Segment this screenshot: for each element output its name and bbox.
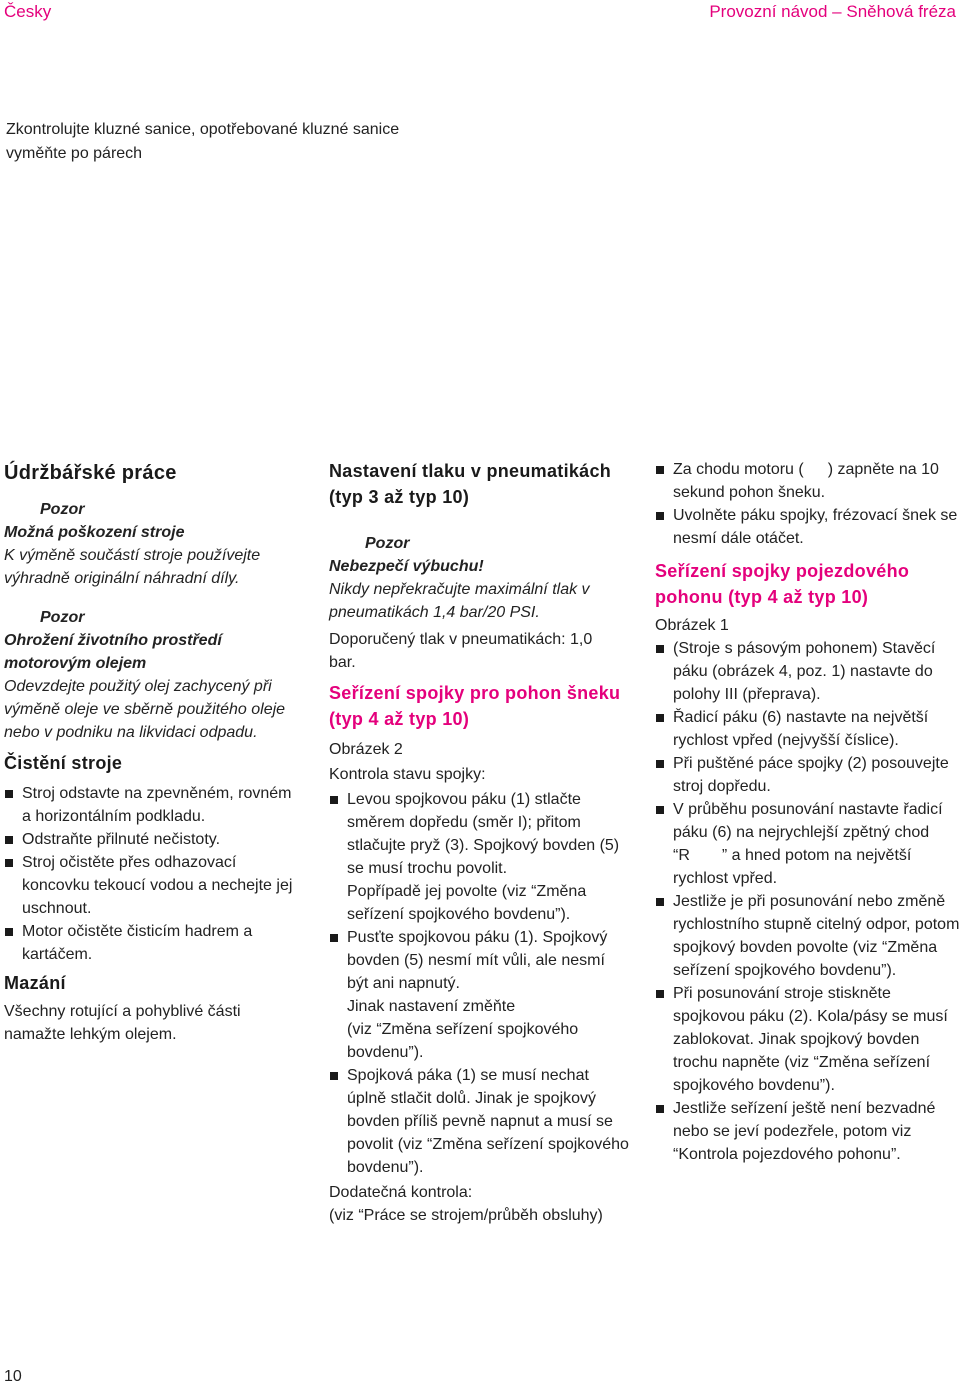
- warning-explosion: [329, 532, 629, 624]
- list-item: Odstraňte přilnuté nečistoty.: [4, 828, 304, 851]
- list-item: Spojková páka (1) se musí nechat úplně stlačit dolů. Jinak je spojkový bovden příliš pevně napnut a musí se povolit (viz “Změna seřízení spojkového bovdenu”).: [329, 1064, 629, 1179]
- maintenance-heading: Údržbářské práce: [4, 462, 177, 484]
- list-item: [329, 788, 629, 926]
- warning-text: K výměně součástí stroje používejte výhradně originální náhradní díly.: [4, 547, 261, 587]
- warning-title: Možná poškození stroje: [4, 524, 185, 541]
- list-item: Za chodu motoru ( ) zapněte na 10 sekund pohon šneku.: [655, 458, 960, 504]
- column-2: [329, 458, 629, 1227]
- list-item: Při puštěné páce spojky (2) posouvejte stroj dopředu.: [655, 752, 960, 798]
- drive-clutch-heading: Seřízení spojky pojezdového pohonu (typ 4 až typ 10): [655, 561, 910, 607]
- warning-label: Pozor: [365, 535, 410, 552]
- lubrication-text: Všechny rotující a pohyblivé části namažte lehkým olejem.: [4, 1003, 241, 1043]
- warning-machine-damage: [4, 498, 304, 590]
- list-item: (Stroje s pásovým pohonem) Stavěcí páku (obrázek 4, poz. 1) nastavte do polohy III (přeprava).: [655, 637, 960, 706]
- auger-clutch-list: [329, 788, 629, 1179]
- list-item-text: Levou spojkovou páku (1) stlačte směrem dopředu (směr I); přitom stlačujte pryž (3). Spojkový bovden (5) se musí trochu povolit.: [347, 791, 620, 877]
- auger-clutch-heading: Seřízení spojky pro pohon šneku (typ 4 až typ 10): [329, 683, 621, 729]
- list-item-text: Pusťte spojkovou páku (1). Spojkový bovden (5) nesmí mít vůli, ale nesmí být ani napnutý.: [347, 929, 608, 992]
- list-item: [329, 926, 629, 1064]
- list-item-note: Popřípadě jej povolte (viz “Změna seřízení spojkového bovdenu”).: [347, 883, 587, 923]
- warning-text: Nikdy nepřekračujte maximální tlak v pneumatikách 1,4 bar/20 PSI.: [329, 581, 590, 621]
- list-item-note: (viz “Změna seřízení spojkového bovdenu”).: [347, 1021, 579, 1061]
- warning-label: Pozor: [40, 609, 85, 626]
- figure-ref: Obrázek 2: [329, 741, 403, 758]
- recommended-pressure: Doporučený tlak v pneumatikách: 1,0 bar.: [329, 631, 593, 671]
- warning-title: Ohrožení životního prostředí motorovým olejem: [4, 632, 222, 672]
- drive-clutch-list: [655, 637, 960, 1166]
- list-item: Jestliže seřízení ještě není bezvadné nebo se jeví podezřele, potom viz “Kontrola pojezdového pohonu”.: [655, 1097, 960, 1166]
- figure-ref: Obrázek 1: [655, 617, 729, 634]
- list-item: Při posunování stroje stiskněte spojkovou páku (2). Kola/pásy se musí zablokovat. Jinak spojkový bovden trochu napněte (viz “Změna seřízení spojkového bovdenu”).: [655, 982, 960, 1097]
- cleaning-list: [4, 782, 304, 966]
- list-item: Uvolněte páku spojky, frézovací šnek se nesmí dále otáčet.: [655, 504, 960, 550]
- warning-text: Odevzdejte použitý olej zachycený při výměně oleje ve sběrně použitého oleje nebo v podniku na likvidaci odpadu.: [4, 678, 286, 741]
- list-item: Motor očistěte čisticím hadrem a kartáčem.: [4, 920, 304, 966]
- header-language: Česky: [4, 2, 52, 21]
- extra-check-text: (viz “Práce se strojem/průběh obsluhy): [329, 1207, 603, 1224]
- warning-title: Nebezpečí výbuchu!: [329, 558, 484, 575]
- list-item: Stroj očistěte přes odhazovací koncovku tekoucí vodou a nechejte jej uschnout.: [4, 851, 304, 920]
- list-item: Jestliže je při posunování nebo změně rychlostního stupně citelný odpor, potom spojkový bovden povolte (viz “Změna seřízení spojkového bovdenu”).: [655, 890, 960, 982]
- lubrication-heading: Mazání: [4, 973, 66, 993]
- tire-pressure-heading: Nastavení tlaku v pneumatikách (typ 3 až typ 10): [329, 461, 612, 507]
- clutch-check-label: Kontrola stavu spojky:: [329, 766, 486, 783]
- list-item: V průběhu posunování nastavte řadicí páku (6) na nejrychlejší zpětný chod “R ” a hned potom na největší rychlost vpřed.: [655, 798, 960, 890]
- list-item: Řadicí páku (6) nastavte na největší rychlost vpřed (nejvyšší číslice).: [655, 706, 960, 752]
- cleaning-heading: Čistění stroje: [4, 753, 123, 773]
- warning-environment: [4, 606, 304, 744]
- list-item-note: Jinak nastavení změňte: [347, 998, 516, 1015]
- column-1: [4, 458, 304, 1046]
- extra-check-label: Dodatečná kontrola:: [329, 1184, 473, 1201]
- list-item: Stroj odstavte na zpevněném, rovném a horizontálním podkladu.: [4, 782, 304, 828]
- header-title: Provozní návod – Sněhová fréza: [709, 2, 956, 21]
- auger-test-list: [655, 458, 960, 550]
- column-3: [655, 458, 960, 1166]
- intro-text: Zkontrolujte kluzné sanice, opotřebované kluzné sanice vyměňte po párech: [6, 121, 400, 162]
- page-number: 10: [4, 1368, 22, 1385]
- warning-label: Pozor: [40, 501, 85, 518]
